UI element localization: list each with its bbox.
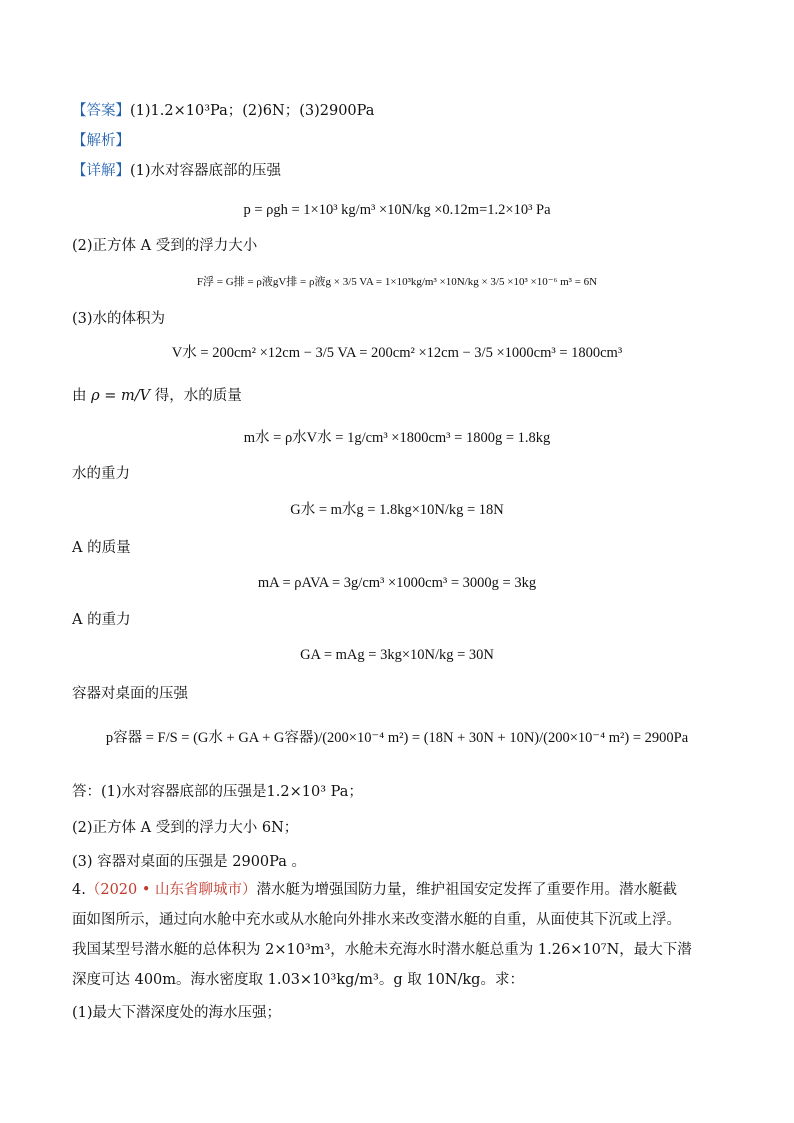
conclusion-2: (2)正方体 A 受到的浮力大小 6N； (72, 820, 299, 836)
analysis-line (72, 131, 130, 151)
equation-1: p = ρgh = 1×10³ kg/m³ ×10N/kg ×0.12m=1.2×10³ Pa (243, 202, 551, 218)
problem-4-line-2: 面如图所示，通过向水舱中充水或从水舱向外排水来改变潜水艇的自重，从面使其下沉或上浮。 (72, 912, 681, 928)
from-rho-line (72, 386, 242, 406)
from-rho-prefix: 由 (72, 388, 87, 404)
rho-formula: ρ = m/V (91, 388, 151, 404)
answer-tag: 【答案】 (72, 103, 130, 119)
from-rho-suffix: 得，水的质量 (154, 388, 242, 404)
equation-3: V水 = 200cm² ×12cm − 3/5 VA = 200cm² ×12cm − 3/5 ×1000cm³ = 1800cm³ (171, 345, 623, 361)
problem-4-source: （2020 • 山东省聊城市） (85, 882, 257, 898)
conclusion-1: 答：(1)水对容器底部的压强是1.2×10³ Pa； (72, 784, 363, 800)
problem-4-line-3: 我国某型号潜水艇的总体积为 2×10³m³，水舱未充海水时潜水艇总重为 1.26×10⁷N，最大下潜 (72, 942, 692, 958)
answer-text: (1)1.2×10³Pa；(2)6N；(3)2900Pa (130, 103, 375, 119)
equation-5: G水 = m水g = 1.8kg×10N/kg = 18N (290, 502, 504, 518)
problem-4-question-1: (1)最大下潜深度处的海水压强； (72, 1005, 282, 1021)
answer-line (72, 101, 374, 121)
equation-7: GA = mAg = 3kg×10N/kg = 30N (300, 647, 494, 663)
equation-4: m水 = ρ水V水 = 1g/cm³ ×1800cm³ = 1800g = 1.8kg (243, 430, 551, 446)
a-mass-label: A 的质量 (72, 540, 131, 556)
problem-4-line-4: 深度可达 400m。海水密度取 1.03×10³kg/m³。g 取 10N/kg。求： (72, 972, 524, 988)
detail-line (72, 161, 281, 181)
step-3: (3)水的体积为 (72, 311, 166, 327)
detail-tag: 【详解】 (72, 163, 130, 179)
analysis-tag: 【解析】 (72, 133, 130, 149)
problem-4-text-1: 潜水艇为增强国防力量，维护祖国安定发挥了重要作用。潜水艇截 (256, 882, 678, 898)
detail-text: (1)水对容器底部的压强 (130, 163, 282, 179)
water-weight-label: 水的重力 (72, 466, 130, 482)
equation-8: p容器 = F/S = (G水 + GA + G容器)/(200×10⁻⁴ m²) = (18N + 30N + 10N)/(200×10⁻⁴ m²) = 2900Pa (105, 730, 689, 746)
equation-2: F浮 = G排 = ρ液gV排 = ρ液g × 3/5 VA = 1×10³kg/m³ ×10N/kg × 3/5 ×10³ ×10⁻⁶ m³ = 6N (196, 276, 598, 288)
step-2: (2)正方体 A 受到的浮力大小 (72, 238, 258, 254)
container-pressure-label: 容器对桌面的压强 (72, 686, 188, 702)
problem-4-line-1 (72, 880, 677, 900)
problem-4-number: 4. (72, 882, 86, 898)
a-weight-label: A 的重力 (72, 612, 131, 628)
conclusion-3: (3) 容器对桌面的压强是 2900Pa 。 (72, 854, 307, 870)
equation-6: mA = ρAVA = 3g/cm³ ×1000cm³ = 3000g = 3kg (257, 575, 537, 591)
